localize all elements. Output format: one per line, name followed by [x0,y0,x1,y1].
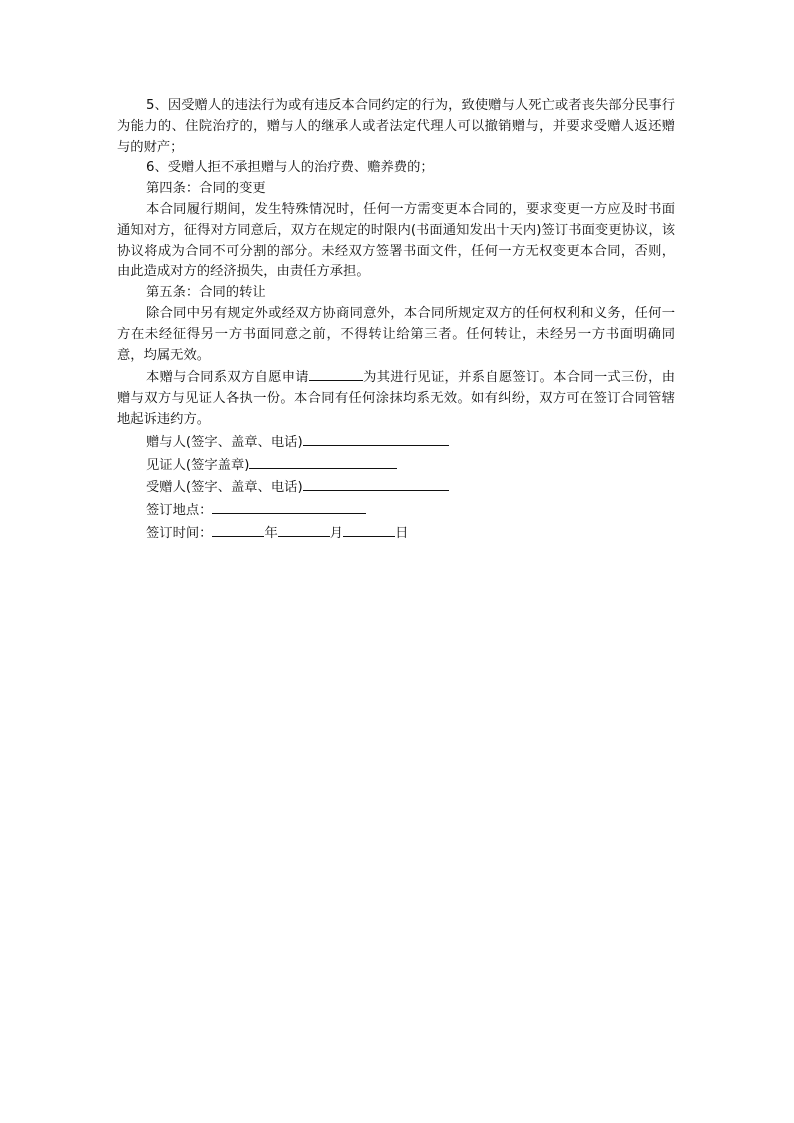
notary-name-blank[interactable] [309,366,363,381]
donee-signature-line [117,476,675,499]
article-4-body: 本合同履行期间，发生特殊情况时，任何一方需变更本合同的，要求变更一方应及时书面通知对方，征得对方同意后，双方在规定的时限内(书面通知发出十天内)签订书面变更协议，该协议将成为合同不可分割的部分。未经双方签署书面文件，任何一方无权变更本合同，否则，由此造成对方的经济损失，由责任方承担。 [117,201,675,280]
month-label: 月 [329,525,344,541]
day-label: 日 [395,525,409,541]
signing-place-blank[interactable] [212,499,366,514]
document-page [117,96,675,545]
signing-place-line [117,499,675,522]
article-5-heading: 第五条：合同的转让 [146,285,266,301]
signing-time-line [117,522,675,545]
donee-signature-blank[interactable] [303,476,449,491]
clause-6: 6、受赠人拒不承担赠与人的治疗费、赡养费的； [146,160,434,176]
donee-signature-label: 受赠人(签字、盖章、电话) [146,480,303,496]
signing-year-blank[interactable] [212,522,264,537]
signing-place-label: 签订地点： [146,503,213,519]
witness-signature-line [117,454,675,477]
article-4-heading: 第四条：合同的变更 [146,181,266,197]
clause-5: 5、因受赠人的违法行为或有违反本合同约定的行为，致使赠与人死亡或者丧失部分民事行为能力的、住院治疗的，赠与人的继承人或者法定代理人可以撤销赠与，并要求受赠人返还赠与的财产； [117,98,675,155]
notary-clause-after: 为其进行见证，并系自愿签订。本合同一式三份，由赠与双方与见证人各执一份。本合同有任何涂抹均系无效。如有纠纷，双方可在签订合同管辖地起诉违约方。 [117,370,676,427]
donor-signature-blank[interactable] [303,431,449,446]
witness-signature-blank[interactable] [249,454,397,469]
signing-month-blank[interactable] [278,522,330,537]
donor-signature-line [117,431,675,454]
signing-day-blank[interactable] [343,522,395,537]
signing-time-label: 签订时间： [146,525,213,541]
notary-clause [117,366,675,430]
year-label: 年 [264,525,278,541]
article-5-body: 除合同中另有规定外或经双方协商同意外，本合同所规定双方的任何权利和义务，任何一方在未经征得另一方书面同意之前，不得转让给第三者。任何转让，未经另一方书面明确同意，均属无效。 [117,305,675,363]
notary-clause-before: 本赠与合同系双方自愿申请 [146,370,309,386]
donor-signature-label: 赠与人(签字、盖章、电话) [146,434,303,450]
witness-signature-label: 见证人(签字盖章) [146,457,250,473]
